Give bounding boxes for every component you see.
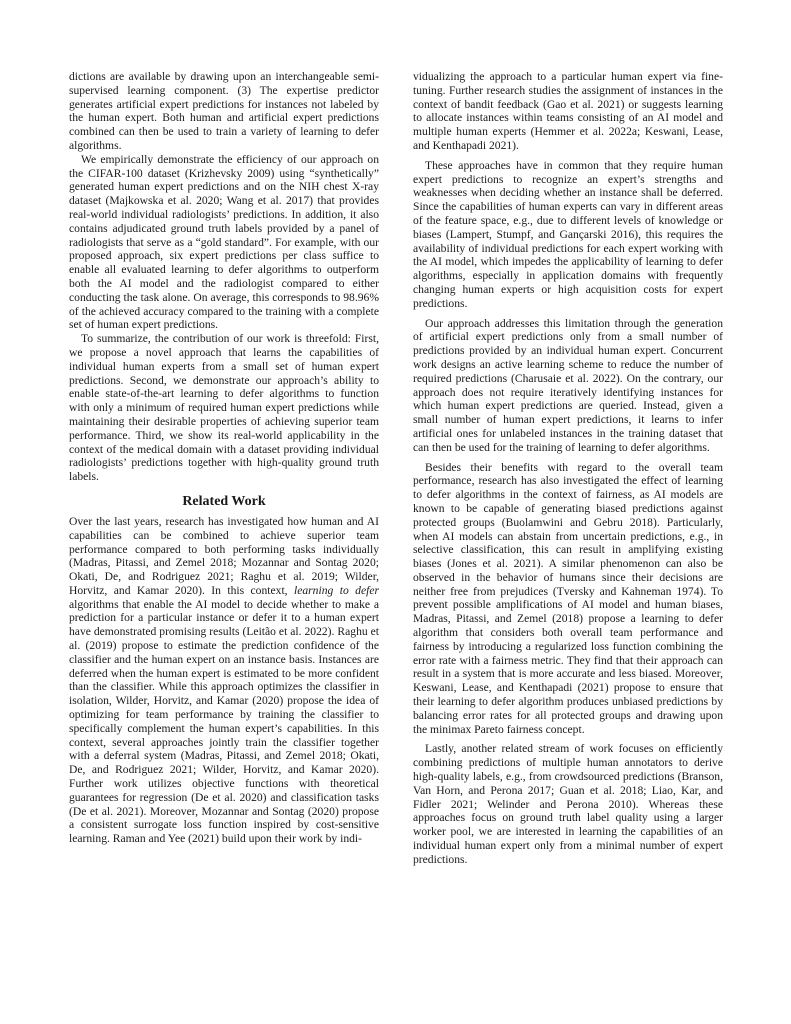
paragraph-fairness: Besides their benefits with regard to the overall team performance, research has also investigated the effect of learning to defer algorithms in the context of fairness, as AI models are known to be capable of generating biased predictions against protected groups (Buolamwini and Gebru 2018). Particularly, when AI models can abstain from uncertain predictions, e.g., in selective classification, this can result in amplifying existing biases (Jones et al. 2021). A similar phenomenon can also be observed in the behavior of humans since their decisions are neither free from prejudices (Tversky and Kahneman 1974). To prevent possible amplifications of AI model and human biases, Madras, Pitassi, and Zemel (2018) propose a learning to defer algorithm that considers both overall team performance and fairness by introducing a regularized loss function combining the error rate with a fairness metric. They find that their approach can result in a system that is more accurate and less biased. Moreover, Keswani, Lease, and Kenthapadi (2021) propose to ensure that their learning to defer algorithm produces unbiased predictions by balancing error rates for all protected groups and drawing upon the minimax Pareto fairness concept. [413, 460, 723, 736]
paragraph-continuation: dictions are available by drawing upon an interchangeable semi-supervised learning component. (3) The expertise predictor generates artificial expert predictions for instances not labeled by the human expert. Both human and artificial expert predictions combined can then be used to train a variety of learning to defer algorithms. [69, 70, 379, 152]
paragraph-crowdsourcing: Lastly, another related stream of work focuses on efficiently combining predictions of multiple human annotators to derive high-quality labels, e.g., from crowdsourced predictions (Branson, Van Horn, and Perona 2017; Guan et al. 2018; Liao, Kar, and Fidler 2021; Welinder and Perona 2010). Whereas these approaches focus on ground truth label quality using a larger worker pool, we are interested in learning the capabilities of an individual human expert only from a minimal number of expert predictions. [413, 742, 723, 866]
right-column [413, 70, 723, 867]
paragraph-our-approach: Our approach addresses this limitation through the generation of artificial expert predictions only from a small number of predictions provided by an individual human expert. Concurrent work designs an active learning scheme to reduce the number of required predictions (Charusaie et al. 2022). On the contrary, our approach does not require iteratively identifying instances for which human expert predictions are queried. Instead, given a small number of human expert predictions, it learns to infer artificial ones for unlabeled instances in the training dataset that can then be used for the training of learning to defer algorithms. [413, 316, 723, 454]
paragraph-related-work-intro [69, 515, 379, 846]
paragraph-contributions: To summarize, the contribution of our work is threefold: First, we propose a novel approach that learns the capabilities of individual human experts from a small set of human expert predictions. Second, we demonstrate our approach’s ability to enable state-of-the-art learning to defer algorithms to function with only a minimum of required human expert predictions while maintaining their desirable properties of achieving superior team performance. Third, we show its real-world applicability in the context of the medical domain with a dataset providing individual radiologists’ predictions together with high-quality ground truth labels. [69, 332, 379, 484]
related-work-text-start: Over the last years, research has investigated how human and AI capabilities can be combined to achieve superior team performance compared to both performing tasks individually (Madras, Pitassi, and Zemel 2018; Mozannar and Sontag 2020; Okati, De, and Rodriguez 2021; Raghu et al. 2019; Wilder, Horvitz, and Kamar 2020). In this context, [69, 514, 379, 597]
paragraph-empirical-demo: We empirically demonstrate the efficiency of our approach on the CIFAR-100 dataset (Krizhevsky 2009) using “synthetically” generated human expert predictions and on the NIH chest X-ray dataset (Majkowska et al. 2020; Wang et al. 2017) that provides real-world individual radiologists’ predictions. In addition, it also contains adjudicated ground truth labels provided by a panel of radiologists that serve as a “gold standard”. For example, with our proposed approach, six expert predictions per class suffice to enable all evaluated learning to defer algorithms to outperform both the AI model and the radiologist compared to either conducting the task alone. On average, this corresponds to 98.96% of the achieved accuracy compared to the training with a complete set of human expert predictions. [69, 152, 379, 332]
paragraph-common-requirement: These approaches have in common that they require human expert predictions to recognize an expert’s strengths and weaknesses when deciding whether an instance shall be deferred. Since the capabilities of human experts can vary in different areas of the feature space, e.g., due to different levels of knowledge or biases (Lampert, Stumpf, and Gançarski 2016), this requires the availability of individual predictions for each expert working with the AI model, which impedes the applicability of learning to defer algorithms, especially in application domains with frequently changing human experts or high acquisition costs for expert predictions. [413, 158, 723, 310]
learning-to-defer-term: learning to defer [294, 583, 379, 597]
paragraph-continuation-right: vidualizing the approach to a particular human expert via fine-tuning. Further research studies the assignment of instances in the context of bandit feedback (Gao et al. 2021) or suggests learning to allocate instances within teams consisting of an AI model and multiple human experts (Hemmer et al. 2022a; Keswani, Lease, and Kenthapadi 2021). [413, 70, 723, 152]
related-work-text-end: algorithms that enable the AI model to decide whether to make a prediction for a particular instance or defer it to a human expert have demonstrated promising results (Leitão et al. 2022). Raghu et al. (2019) propose to estimate the prediction confidence of the classifier and the human expert on an instance basis. Instances are deferred when the human expert is estimated to be more confident than the classifier. While this approach optimizes the classifier in isolation, Wilder, Horvitz, and Kamar (2020) propose the idea of optimizing for team performance by training the classifier to specifically complement the human expert’s capabilities. In this context, several approaches jointly train the classifier together with a deferral system (Madras, Pitassi, and Zemel 2018; Okati, De, and Rodriguez 2021; Wilder, Horvitz, and Kamar 2020). Further work utilizes objective functions with theoretical guarantees for regression (De et al. 2020) and classification tasks (De et al. 2021). Moreover, Mozannar and Sontag (2020) propose a consistent surrogate loss function inspired by cost-sensitive learning. Raman and Yee (2021) build upon their work by indi- [69, 597, 379, 846]
section-heading-related-work: Related Work [182, 493, 266, 509]
left-column [69, 70, 379, 846]
